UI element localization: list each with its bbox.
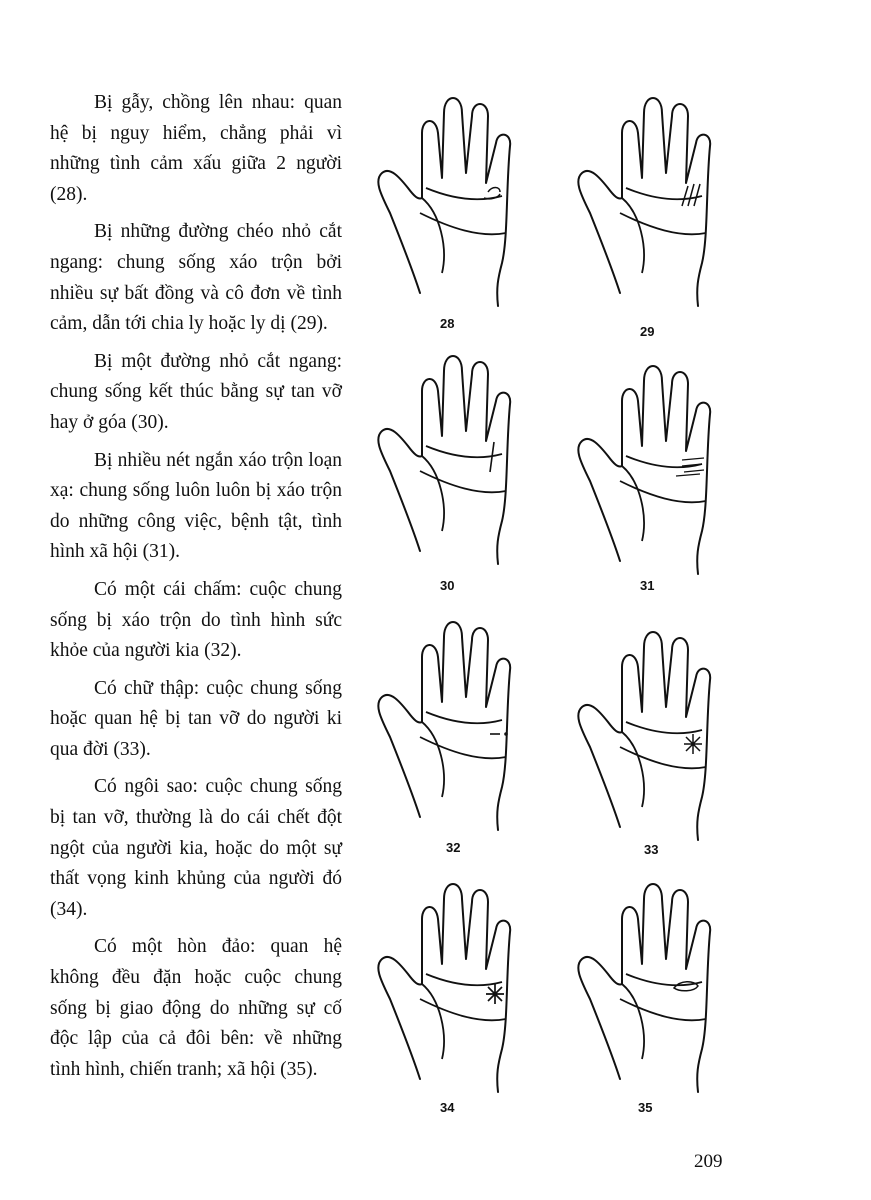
palm-figure-33 xyxy=(578,632,710,857)
palm-figure-29 xyxy=(578,98,710,339)
paragraph-33: Có chữ thập: cuộc chung sống hoặc quan hệ bị tan vỡ do người ki qua đời (33). xyxy=(50,677,342,760)
paragraph-30: Bị một đường nhỏ cắt ngang: chung sống kết thúc bằng sự tan vỡ hay ở góa (30). xyxy=(50,350,342,433)
paragraph-29: Bị những đường chéo nhỏ cắt ngang: chung sống xáo trộn bởi nhiều sự bất đồng và cô đơn về tình cảm, dẫn tới chia ly hoặc ly dị (29). xyxy=(50,221,342,335)
figure-label: 29 xyxy=(640,324,655,339)
figure-label: 28 xyxy=(440,316,455,331)
figure-label: 32 xyxy=(446,840,461,855)
palm-figure-35 xyxy=(578,884,710,1115)
palm-figure-32 xyxy=(378,622,510,855)
figure-label: 34 xyxy=(440,1100,455,1115)
paragraph-34: Có ngôi sao: cuộc chung sống bị tan vỡ, thường là do cái chết đột ngột của người kia, hoặc do một sự thất vọng kinh khủng của người đó (34). xyxy=(50,776,342,920)
palm-figure-30 xyxy=(378,356,510,593)
page-number: 209 xyxy=(694,1151,723,1172)
palm-figure-28 xyxy=(378,98,510,331)
text-column xyxy=(50,88,342,1092)
paragraph-28: Bị gẫy, chồng lên nhau: quan hệ bị nguy hiểm, chẳng phải vì những tình cảm xấu giữa 2 người (28). xyxy=(50,92,342,205)
paragraph-35: Có một hòn đảo: quan hệ không đều đặn hoặc cuộc chung sống bị giao động do những sự cố độc lập của cả đôi bên: về những tình hình, chiến tranh; xã hội (35). xyxy=(50,936,342,1080)
figure-label: 35 xyxy=(638,1100,653,1115)
palm-figures xyxy=(365,88,871,1148)
paragraph-31: Bị nhiều nét ngắn xáo trộn loạn xạ: chung sống luôn luôn bị xáo trộn do những công việc, bệnh tật, tình hình xã hội (31). xyxy=(50,449,342,563)
palm-figure-31 xyxy=(578,366,710,593)
paragraph-32: Có một cái chấm: cuộc chung sống bị xáo trộn do tình hình sức khỏe của người kia (32). xyxy=(50,578,342,662)
figure-label: 33 xyxy=(644,842,659,857)
palm-figure-34 xyxy=(378,884,510,1115)
figure-label: 31 xyxy=(640,578,655,593)
figure-label: 30 xyxy=(440,578,455,593)
